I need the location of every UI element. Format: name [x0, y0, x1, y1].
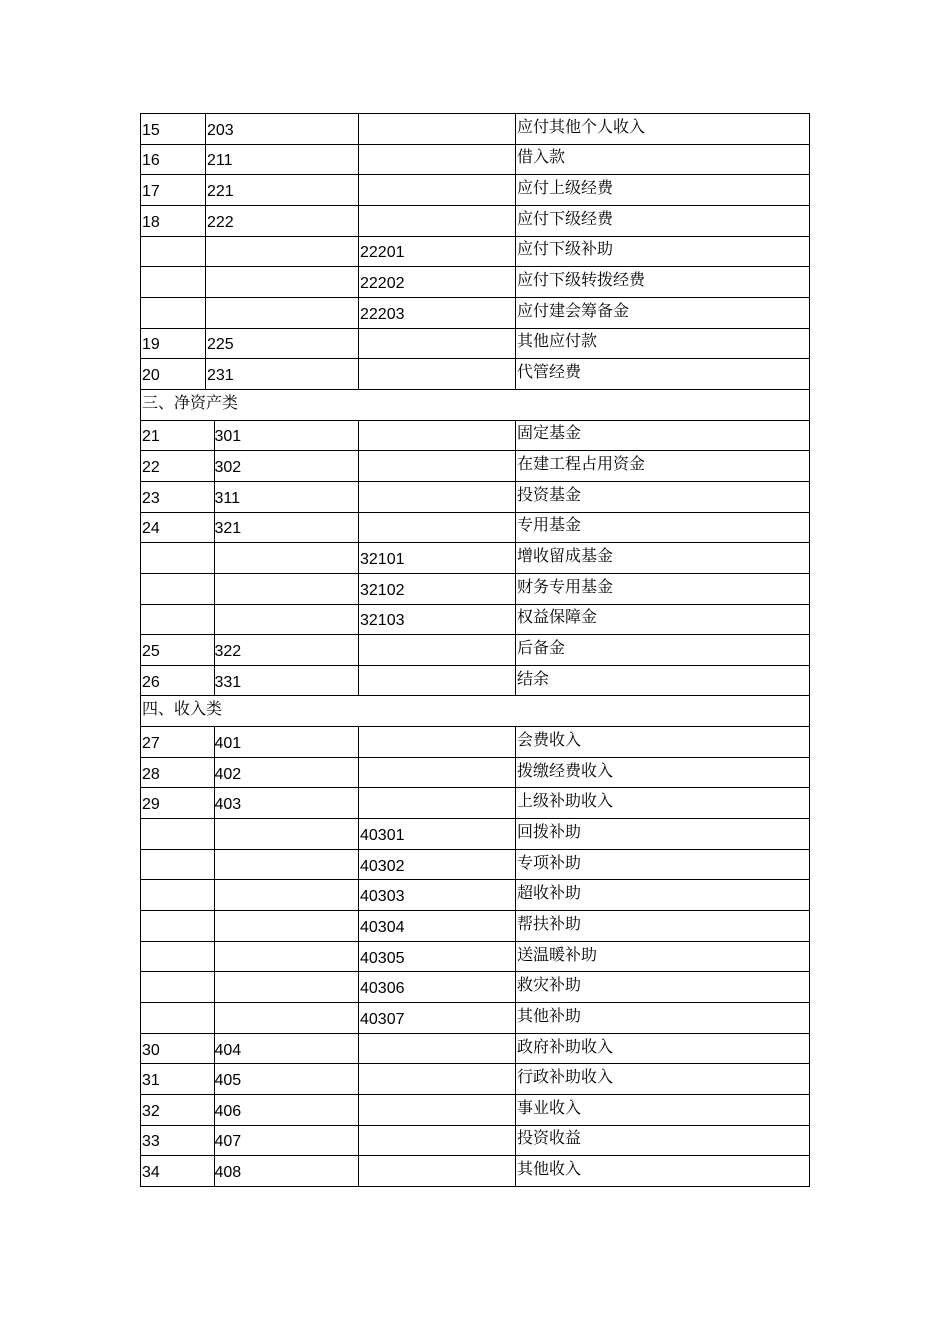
row-number-cell: 19 — [141, 328, 206, 359]
sub-account-code-cell — [359, 1064, 516, 1095]
account-name-cell: 帮扶补助 — [516, 911, 810, 942]
row-number-cell: 31 — [141, 1064, 206, 1095]
sub-account-code-cell — [359, 1033, 516, 1064]
account-code-cell — [206, 1003, 359, 1034]
row-number-cell — [141, 941, 206, 972]
account-code-cell — [206, 941, 359, 972]
sub-account-code-cell — [359, 788, 516, 819]
account-code-cell — [206, 880, 359, 911]
table-row — [141, 1125, 810, 1156]
sub-account-code-cell: 40305 — [359, 941, 516, 972]
account-code-cell: 225 — [206, 328, 359, 359]
row-number-cell: 30 — [141, 1033, 206, 1064]
account-name-cell: 应付上级经费 — [516, 175, 810, 206]
row-number-cell — [141, 819, 206, 850]
sub-account-code-cell: 40304 — [359, 911, 516, 942]
account-code-cell — [206, 236, 359, 267]
sub-account-code-cell — [359, 512, 516, 543]
table-row — [141, 359, 810, 390]
account-name-cell: 拨缴经费收入 — [516, 757, 810, 788]
table-row — [141, 573, 810, 604]
sub-account-code-cell — [359, 635, 516, 666]
account-name-cell: 应付下级补助 — [516, 236, 810, 267]
account-name-cell: 应付下级转拨经费 — [516, 267, 810, 298]
table-row — [141, 267, 810, 298]
account-name-cell: 在建工程占用资金 — [516, 451, 810, 482]
sub-account-code-cell — [359, 451, 516, 482]
account-code-cell — [206, 849, 359, 880]
sub-account-code-cell — [359, 114, 516, 145]
sub-account-code-cell — [359, 205, 516, 236]
row-number-cell — [141, 573, 206, 604]
section-title: 四、收入类 — [141, 696, 810, 727]
account-name-cell: 投资基金 — [516, 481, 810, 512]
account-name-cell: 政府补助收入 — [516, 1033, 810, 1064]
account-name-cell: 结余 — [516, 665, 810, 696]
account-name-cell: 回拨补助 — [516, 819, 810, 850]
table-row — [141, 297, 810, 328]
sub-account-code-cell — [359, 1125, 516, 1156]
account-name-cell: 其他补助 — [516, 1003, 810, 1034]
sub-account-code-cell: 40301 — [359, 819, 516, 850]
account-code-cell: 211 — [206, 144, 359, 175]
account-code-table — [140, 113, 810, 1187]
row-number-cell — [141, 880, 206, 911]
account-name-cell: 上级补助收入 — [516, 788, 810, 819]
row-number-cell: 20 — [141, 359, 206, 390]
account-code-cell: 321 — [206, 512, 359, 543]
table-row — [141, 1003, 810, 1034]
row-number-cell: 15 — [141, 114, 206, 145]
account-name-cell: 财务专用基金 — [516, 573, 810, 604]
row-number-cell — [141, 972, 206, 1003]
account-code-cell: 408 — [206, 1156, 359, 1187]
account-code-cell: 402 — [206, 757, 359, 788]
account-code-cell: 311 — [206, 481, 359, 512]
account-name-cell: 专项补助 — [516, 849, 810, 880]
account-code-cell: 302 — [206, 451, 359, 482]
sub-account-code-cell: 32103 — [359, 604, 516, 635]
table-row — [141, 1033, 810, 1064]
account-code-cell: 322 — [206, 635, 359, 666]
row-number-cell — [141, 911, 206, 942]
account-name-cell: 权益保障金 — [516, 604, 810, 635]
row-number-cell — [141, 543, 206, 574]
sub-account-code-cell: 40302 — [359, 849, 516, 880]
sub-account-code-cell — [359, 1095, 516, 1126]
table-row — [141, 1156, 810, 1187]
table-row — [141, 328, 810, 359]
sub-account-code-cell: 32101 — [359, 543, 516, 574]
sub-account-code-cell — [359, 665, 516, 696]
row-number-cell: 33 — [141, 1125, 206, 1156]
table-row — [141, 175, 810, 206]
sub-account-code-cell: 40303 — [359, 880, 516, 911]
account-code-cell — [206, 604, 359, 635]
account-name-cell: 应付下级经费 — [516, 205, 810, 236]
sub-account-code-cell — [359, 757, 516, 788]
row-number-cell: 16 — [141, 144, 206, 175]
row-number-cell — [141, 1003, 206, 1034]
sub-account-code-cell — [359, 420, 516, 451]
row-number-cell: 25 — [141, 635, 206, 666]
table-row — [141, 236, 810, 267]
account-code-cell: 406 — [206, 1095, 359, 1126]
row-number-cell: 29 — [141, 788, 206, 819]
account-name-cell: 专用基金 — [516, 512, 810, 543]
row-number-cell: 22 — [141, 451, 206, 482]
account-code-cell — [206, 573, 359, 604]
table-row — [141, 635, 810, 666]
row-number-cell: 26 — [141, 665, 206, 696]
table-row — [141, 665, 810, 696]
account-name-cell: 会费收入 — [516, 727, 810, 758]
account-name-cell: 超收补助 — [516, 880, 810, 911]
row-number-cell — [141, 604, 206, 635]
table-row — [141, 481, 810, 512]
account-code-cell: 331 — [206, 665, 359, 696]
row-number-cell — [141, 297, 206, 328]
account-name-cell: 行政补助收入 — [516, 1064, 810, 1095]
table-row — [141, 512, 810, 543]
section-header-row — [141, 696, 810, 727]
account-code-cell — [206, 543, 359, 574]
section-header-row — [141, 389, 810, 420]
account-name-cell: 投资收益 — [516, 1125, 810, 1156]
row-number-cell: 32 — [141, 1095, 206, 1126]
row-number-cell — [141, 267, 206, 298]
row-number-cell — [141, 236, 206, 267]
account-code-cell: 231 — [206, 359, 359, 390]
account-code-cell: 403 — [206, 788, 359, 819]
account-name-cell: 增收留成基金 — [516, 543, 810, 574]
account-code-cell: 401 — [206, 727, 359, 758]
account-name-cell: 代管经费 — [516, 359, 810, 390]
table-row — [141, 451, 810, 482]
row-number-cell: 27 — [141, 727, 206, 758]
row-number-cell — [141, 849, 206, 880]
row-number-cell: 17 — [141, 175, 206, 206]
table-row — [141, 604, 810, 635]
sub-account-code-cell: 40306 — [359, 972, 516, 1003]
table-row — [141, 114, 810, 145]
row-number-cell: 21 — [141, 420, 206, 451]
table-row — [141, 972, 810, 1003]
sub-account-code-cell — [359, 727, 516, 758]
sub-account-code-cell — [359, 359, 516, 390]
account-code-table-body — [141, 114, 810, 1187]
row-number-cell: 24 — [141, 512, 206, 543]
sub-account-code-cell: 40307 — [359, 1003, 516, 1034]
sub-account-code-cell — [359, 144, 516, 175]
table-row — [141, 205, 810, 236]
account-name-cell: 应付建会筹备金 — [516, 297, 810, 328]
account-code-cell: 221 — [206, 175, 359, 206]
table-row — [141, 941, 810, 972]
account-code-cell — [206, 819, 359, 850]
sub-account-code-cell: 22202 — [359, 267, 516, 298]
row-number-cell: 23 — [141, 481, 206, 512]
table-row — [141, 757, 810, 788]
table-row — [141, 880, 810, 911]
account-name-cell: 事业收入 — [516, 1095, 810, 1126]
account-code-cell — [206, 972, 359, 1003]
account-code-cell: 222 — [206, 205, 359, 236]
row-number-cell: 28 — [141, 757, 206, 788]
account-code-cell — [206, 911, 359, 942]
sub-account-code-cell — [359, 1156, 516, 1187]
account-name-cell: 应付其他个人收入 — [516, 114, 810, 145]
account-name-cell: 其他应付款 — [516, 328, 810, 359]
table-row — [141, 543, 810, 574]
account-code-cell: 407 — [206, 1125, 359, 1156]
account-code-cell: 405 — [206, 1064, 359, 1095]
account-code-cell: 301 — [206, 420, 359, 451]
table-row — [141, 819, 810, 850]
account-name-cell: 其他收入 — [516, 1156, 810, 1187]
account-name-cell: 借入款 — [516, 144, 810, 175]
account-code-cell — [206, 297, 359, 328]
table-row — [141, 727, 810, 758]
sub-account-code-cell — [359, 175, 516, 206]
table-row — [141, 788, 810, 819]
account-code-cell: 203 — [206, 114, 359, 145]
row-number-cell: 34 — [141, 1156, 206, 1187]
sub-account-code-cell: 22201 — [359, 236, 516, 267]
account-code-cell — [206, 267, 359, 298]
table-row — [141, 1064, 810, 1095]
table-row — [141, 420, 810, 451]
account-name-cell: 后备金 — [516, 635, 810, 666]
account-code-cell: 404 — [206, 1033, 359, 1064]
sub-account-code-cell — [359, 328, 516, 359]
table-row — [141, 1095, 810, 1126]
row-number-cell: 18 — [141, 205, 206, 236]
sub-account-code-cell: 22203 — [359, 297, 516, 328]
sub-account-code-cell — [359, 481, 516, 512]
account-name-cell: 固定基金 — [516, 420, 810, 451]
table-row — [141, 911, 810, 942]
account-name-cell: 送温暖补助 — [516, 941, 810, 972]
sub-account-code-cell: 32102 — [359, 573, 516, 604]
account-name-cell: 救灾补助 — [516, 972, 810, 1003]
section-title: 三、净资产类 — [141, 389, 810, 420]
table-row — [141, 144, 810, 175]
table-row — [141, 849, 810, 880]
